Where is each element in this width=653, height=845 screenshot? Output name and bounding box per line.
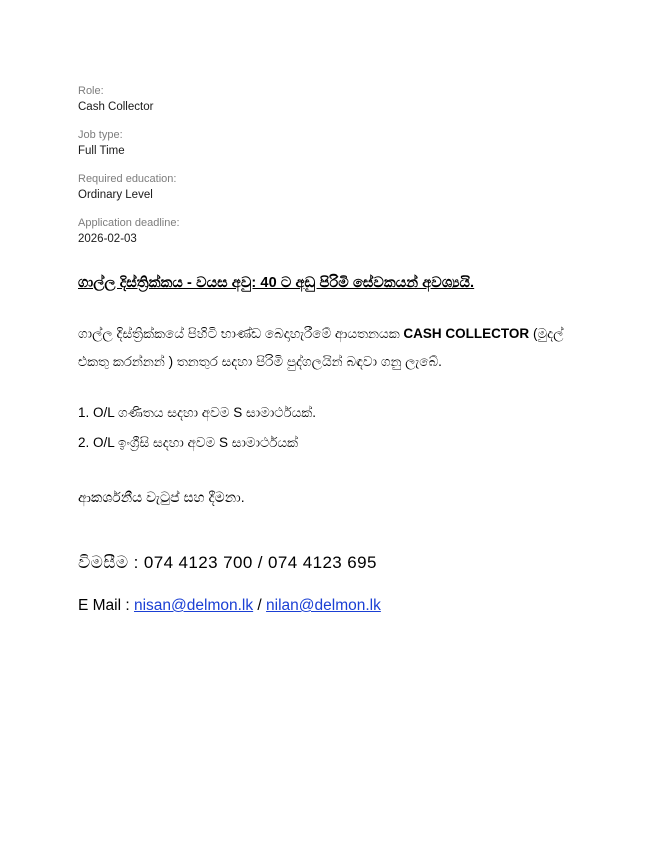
job-title-emphasis: CASH COLLECTOR xyxy=(403,326,530,341)
meta-role-label: Role: xyxy=(78,85,104,97)
document-content xyxy=(78,84,578,618)
meta-role-value: Cash Collector xyxy=(78,101,154,113)
list-item: 2. O/L ඉංග්‍රීසි සදහා අවම S සාමාර්ථයක් xyxy=(78,435,299,450)
meta-role xyxy=(78,84,578,115)
meta-job-type xyxy=(78,128,578,159)
requirements-list xyxy=(78,398,578,458)
contact-phone-line xyxy=(78,550,578,576)
contact-email-separator: / xyxy=(253,597,267,614)
meta-education-label: Required education: xyxy=(78,173,177,185)
contact-email-line xyxy=(78,594,578,618)
contact-phone-label: විමසීම : xyxy=(78,553,144,572)
list-item: 1. O/L ගණිතය සදහා අවම S සාමාර්ථයක්. xyxy=(78,405,317,420)
meta-education-value: Ordinary Level xyxy=(78,189,153,201)
job-headline: ගාල්ල දිස්ත්‍රික්කය - වයස අවු: 40 ට අඩු පිරිමි සේවකයන් අවශ්‍යයි. xyxy=(78,275,475,291)
job-description-part1: ගාල්ල දිස්ත්‍රික්කයේ පිහිටි භාණ්ඩ බෙදාහැරීමේ ආයතනයක xyxy=(78,326,404,341)
contact-phone-primary: 074 4123 700 xyxy=(143,553,253,572)
email-link-primary[interactable]: nisan@delmon.lk xyxy=(133,597,254,614)
meta-job-type-label: Job type: xyxy=(78,129,123,141)
meta-job-type-value: Full Time xyxy=(78,145,125,157)
contact-phone-separator: / xyxy=(252,553,269,572)
meta-deadline-label: Application deadline: xyxy=(78,217,180,229)
salary-note: ආකර්ශනීය වැටුප් සහ දීමනා. xyxy=(78,489,245,505)
contact-phone-secondary: 074 4123 695 xyxy=(268,553,377,572)
meta-deadline xyxy=(78,216,578,247)
meta-education xyxy=(78,172,578,203)
job-description xyxy=(78,320,578,376)
contact-email-label: E Mail : xyxy=(78,597,134,614)
email-link-secondary[interactable]: nilan@delmon.lk xyxy=(266,597,381,614)
meta-deadline-value: 2026-02-03 xyxy=(78,233,137,245)
job-description-part2: (මුදල් එකතු කරන්නන් ) තනතුර සදහා පිරිමි පුද්ගලයින් බඳවා ගනු ලැබේ. xyxy=(78,326,564,369)
